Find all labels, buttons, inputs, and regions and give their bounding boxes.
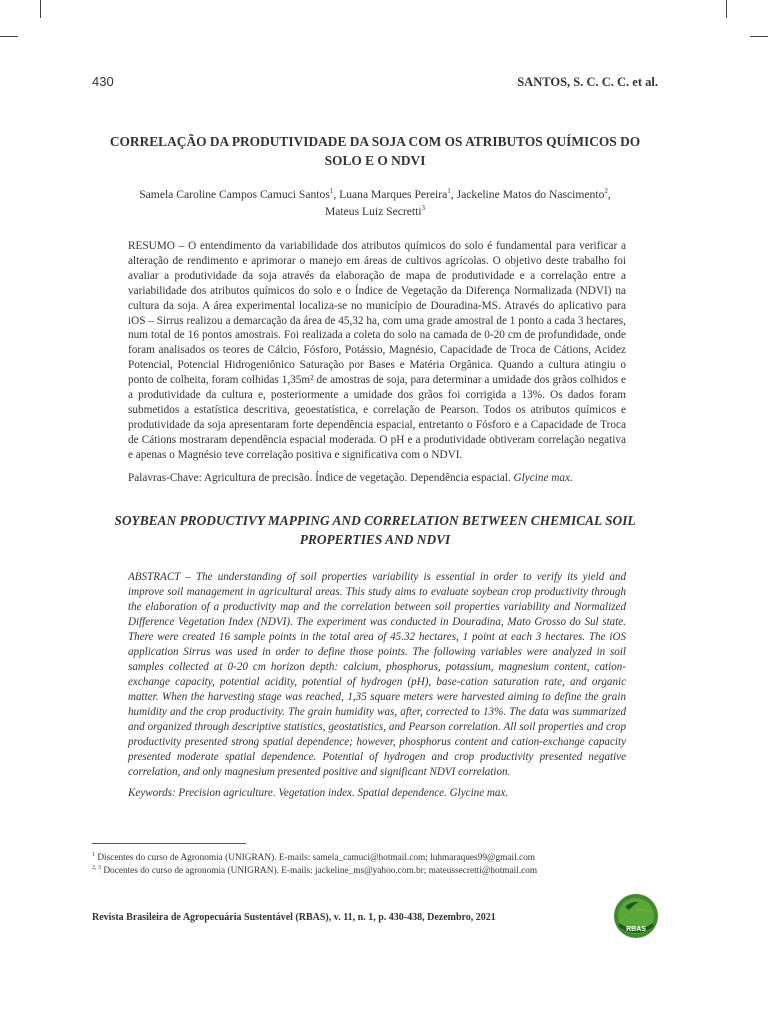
keywords-english: Keywords: Precision agriculture. Vegetation index. Spatial dependence. Glycine max. (128, 787, 509, 799)
affiliation-marker: 3 (421, 204, 426, 213)
running-author: SANTOS, S. C. C. C. et al. (517, 75, 658, 89)
footnote-text: Discentes do curso de Agronomia (UNIGRAN). E-mails: samela_camuci@hotmail.com; luhmaraques99@gmail.com (97, 853, 536, 863)
crop-mark (40, 0, 41, 18)
journal-citation: Revista Brasileira de Agropecuária Sustentável (RBAS), v. 11, n. 1, p. 430-438, Dezembro, 2021 (92, 912, 496, 923)
page-header (92, 74, 658, 90)
footnote (92, 852, 658, 865)
keywords-species: Glycine max. (513, 472, 573, 484)
footnote-marker: 1 (92, 851, 95, 858)
author-name: Samela Caroline Campos Camuci Santos (139, 188, 330, 201)
keywords-text: Palavras-Chave: Agricultura de precisão. Índice de vegetação. Dependência espacial. (128, 472, 511, 484)
title-portuguese: CORRELAÇÃO DA PRODUTIVIDADE DA SOJA COM OS ATRIBUTOS QUÍMICOS DO SOLO E O NDVI (109, 134, 641, 168)
footnote (92, 865, 658, 878)
author-name: Luana Marques Pereira (339, 188, 448, 201)
affiliation-marker: 2 (604, 187, 608, 196)
page-number: 430 (92, 74, 114, 89)
author-list: Samela Caroline Campos Camuci Santos$^1$, Luana Marques Pereira$^1$, Jackeline Matos do Nascimento$^2$, Mateus Luiz Secretti$^3$ (139, 187, 611, 218)
keywords-portuguese (128, 471, 626, 486)
abstract-english: ABSTRACT – The understanding of soil properties variability is essential in order to verify its yield and improve soil management in agricultural areas. This study aims to evaluate soybean crop productivity through the elaboration of a productivity map and the correlation between soil properties variability and Normalized Difference Vegetation Index (NDVI). The experiment was conducted in Douradina, Mato Grosso do Sul state. There were created 16 sample points in the total area of 45.32 hectares, 1 point at each 3 hectares. The iOS application Sirrus was used in order to define those points. The following variables were analyzed in soil samples collected at 0-20 cm horizon depth: calcium, phosphorus, potassium, magnesium content, cation-exchange capacity, potential acidity, potential of hydrogen (pH), base-cation saturation rate, and organic matter. When the harvesting stage was reached, 1,35 square meters were harvested aiming to define the grain humidity and the crop productivity. The grain humidity was, after, corrected to 13%. The data was summarized and organized through descriptive statistics, geostatistics, and Pearson correlation. All soil properties and crop productivity presented strong spatial dependence; however, phosphorus content and cation-exchange capacity presented moderate spatial dependence. Potential of hydrogen and crop productivity presented negative correlation, and only magnesium presented positive and significant NDVI correlation. (128, 571, 626, 778)
crop-mark (750, 36, 768, 37)
footnotes (92, 852, 658, 878)
author-name: Jackeline Matos do Nascimento (456, 188, 605, 201)
footnote-marker: 2, 3 (92, 864, 101, 871)
title-english: SOYBEAN PRODUCTIVY MAPPING AND CORRELATION BETWEEN CHEMICAL SOIL PROPERTIES AND NDVI (114, 513, 636, 547)
crop-mark (0, 36, 18, 37)
affiliation-marker: 1 (329, 187, 334, 196)
logo-text: RBAS (626, 926, 646, 933)
footnote-divider (92, 843, 246, 844)
affiliation-marker: 1 (447, 187, 451, 196)
author-name: Mateus Luiz Secretti (324, 205, 422, 218)
crop-mark (726, 0, 727, 18)
rbas-logo-icon (613, 893, 659, 939)
abstract-portuguese: RESUMO – O entendimento da variabilidade dos atributos químicos do solo é fundamental para verificar a alteração de rendimento e aprimorar o manejo em áreas de cultivos agrícolas. O objetivo deste trabalho foi avaliar a produtividade da soja através da elaboração de mapa de produtividade e a correlação entre a variabilidade dos atributos químicos do solo e o Índice de Vegetação da Diferença Normalizada (NDVI) na cultura da soja. A área experimental localiza-se no município de Douradina-MS. Através do aplicativo para iOS – Sirrus realizou a demarcação da área de 45,32 ha, com uma grade amostral de 1 ponto a cada 3 hectares, num total de 16 pontos amostrais. Foi realizada a coleta do solo na camada de 0-20 cm de profundidade, onde foram analisados os teores de Cálcio, Fósforo, Potássio, Magnésio, Capacidade de Troca de Cátions, Acidez Potencial, Potencial Hidrogeniônico Saturação por Bases e Matéria Orgânica. Quando a cultura atingiu o ponto de colheita, foram colhidas 1,35m² de amostras de soja, para determinar a umidade dos grãos colhidos e a produtividade da cultura e, posteriormente a umidade dos grãos foi corrigida a 13%. Os dados foram submetidos a estatística descritiva, geoestatística, e correlação de Pearson. Todos os atributos químicos e produtividade da soja apresentaram forte dependência espacial, entretanto o Fósforo e a Capacidade de Troca de Cátions mostraram dependência espacial moderada. O pH e a produtividade obtiveram correlação negativa e apenas o Magnésio teve correlação positiva e significativa com o NDVI. (128, 240, 626, 461)
footnote-text: Docentes do curso de agronomia (UNIGRAN). E-mails: jackeline_ms@yahoo.com.br; mateussecretti@hotmail.com (103, 866, 538, 876)
